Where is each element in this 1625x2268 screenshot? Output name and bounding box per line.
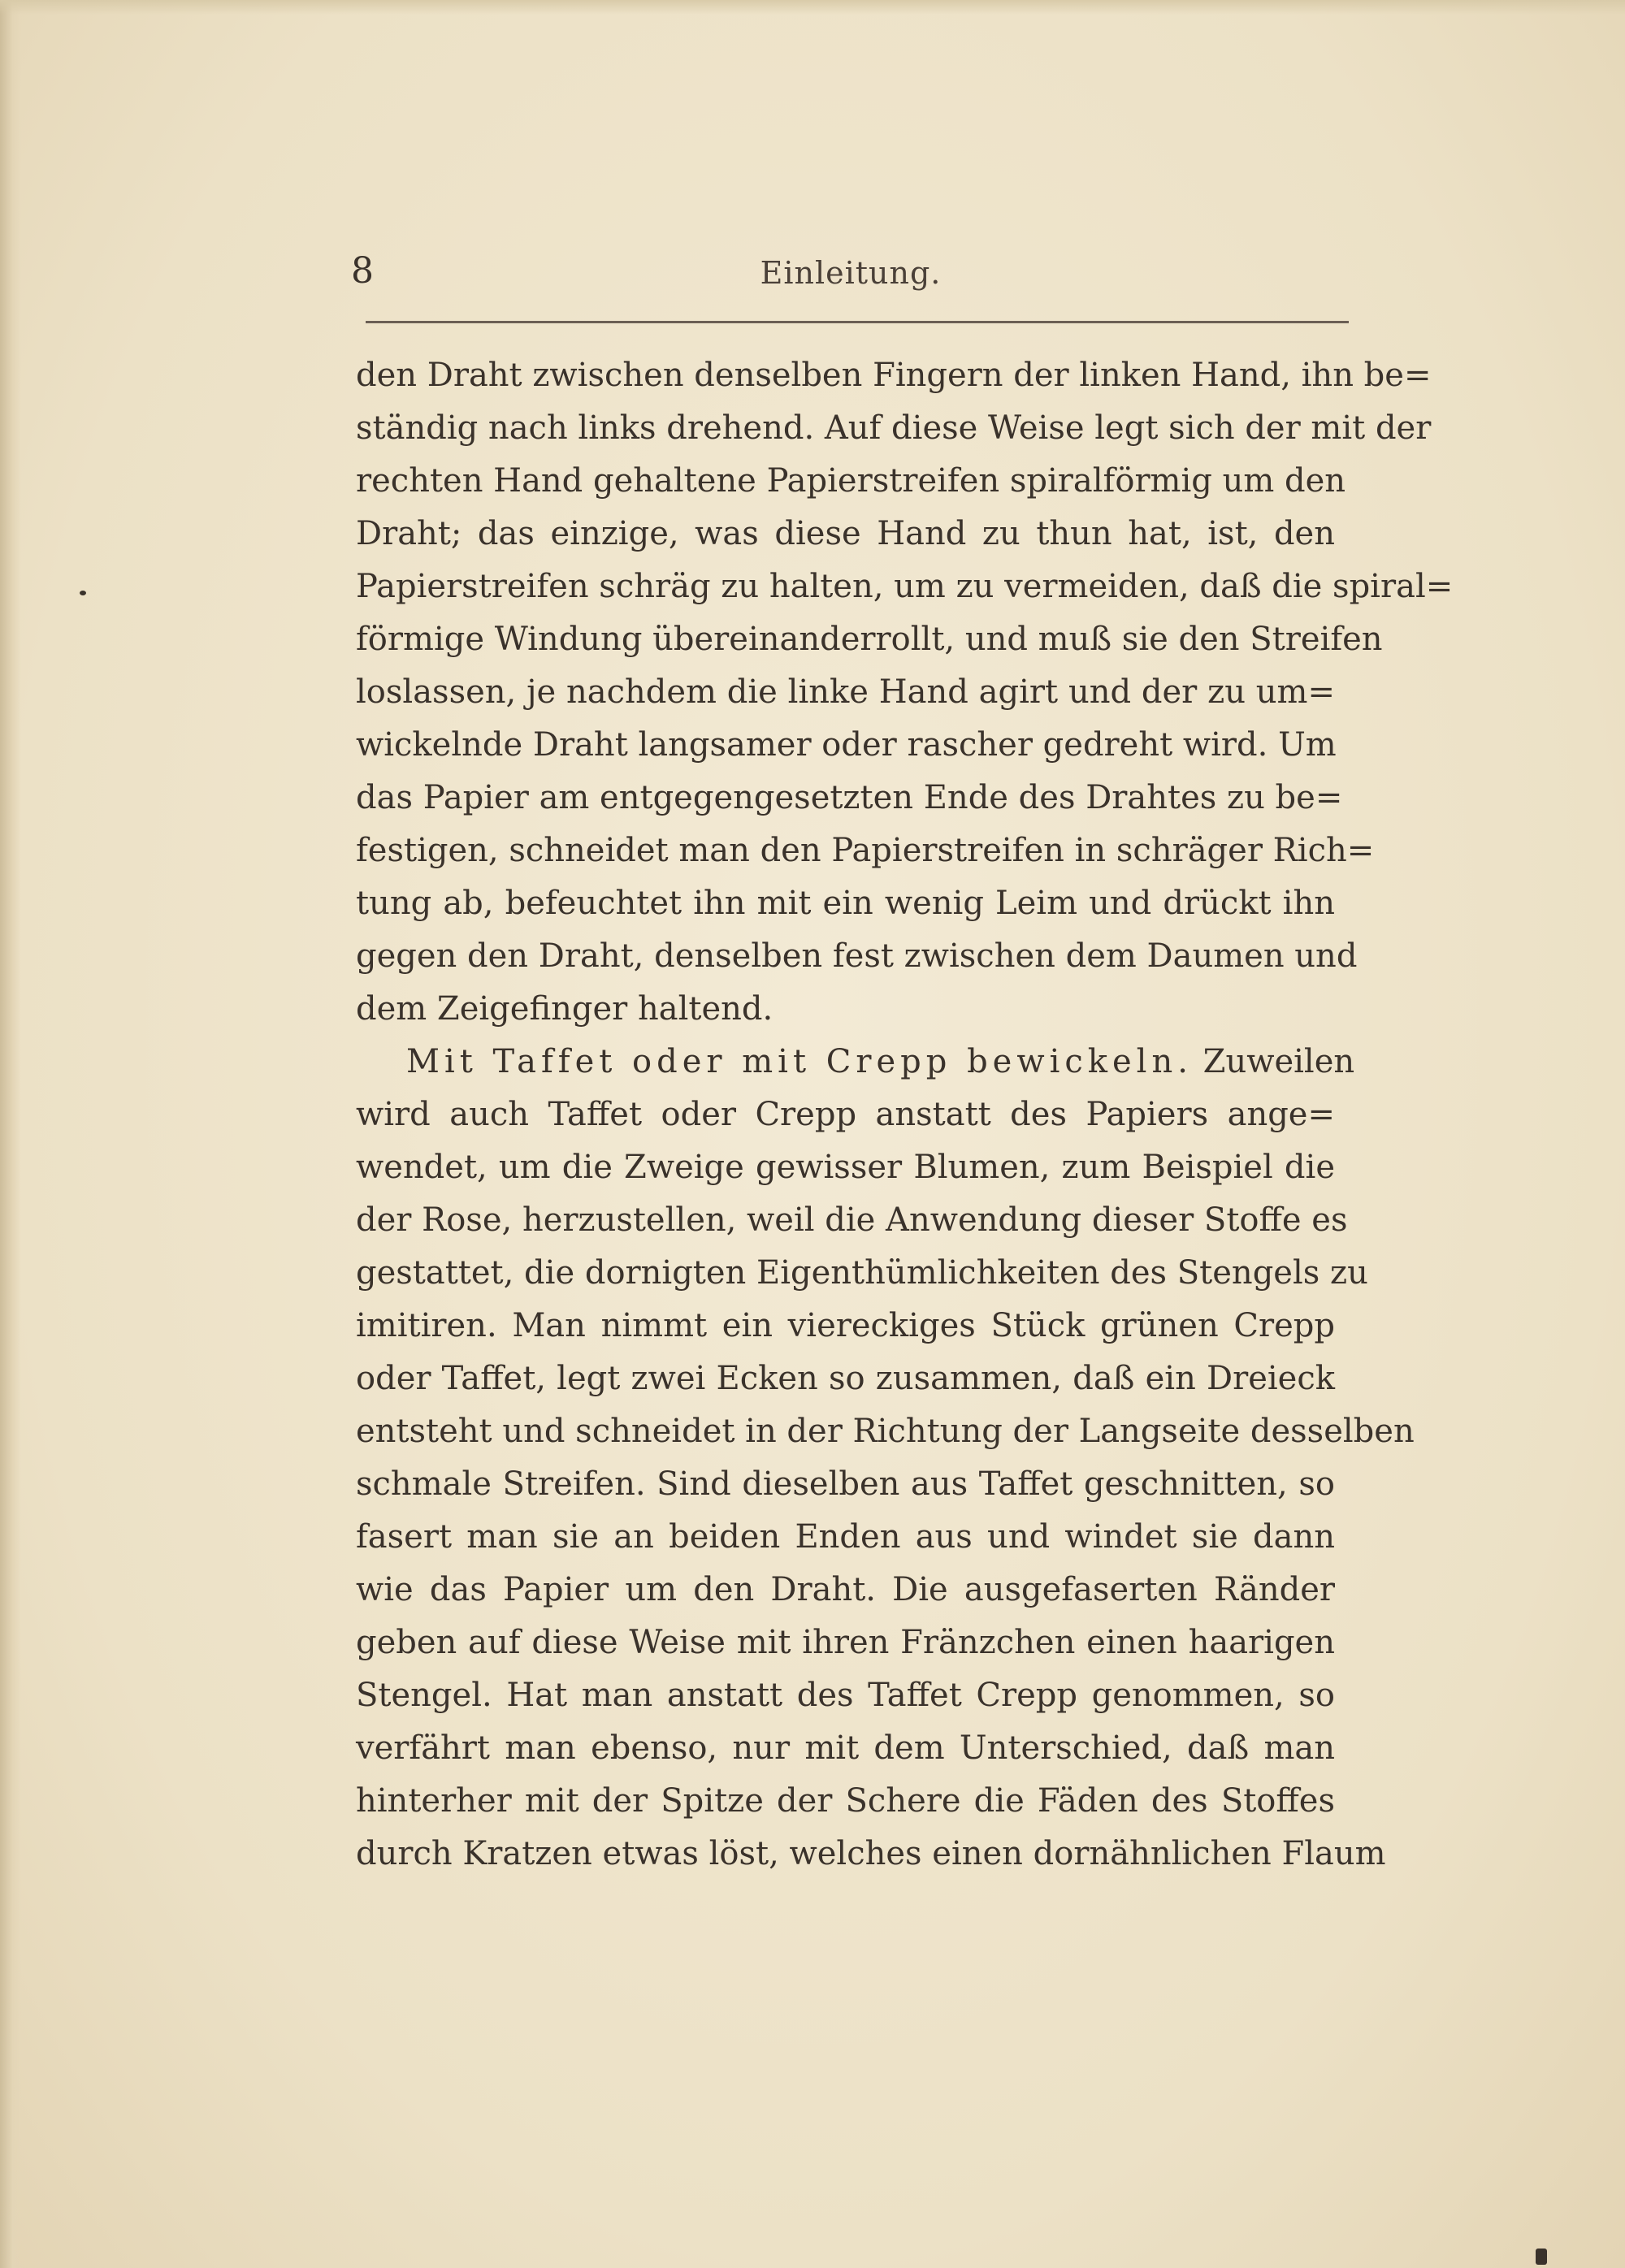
text-line: geben auf diese Weise mit ihren Fränzchen einen haarigen bbox=[356, 1624, 1335, 1661]
text-line: wie das Papier um den Draht. Die ausgefaserten Ränder bbox=[356, 1571, 1335, 1608]
header-rule bbox=[366, 321, 1349, 323]
text-line: förmige Windung übereinanderrollt, und muß sie den Streifen bbox=[356, 621, 1383, 658]
heading-line-rest: Zuweilen bbox=[1202, 1043, 1355, 1080]
text-line: Stengel. Hat man anstatt des Taffet Crepp genommen, so bbox=[356, 1677, 1335, 1714]
text-line: das Papier am entgegengesetzten Ende des Drahtes zu be= bbox=[356, 779, 1343, 816]
page-left-edge bbox=[0, 0, 21, 2268]
text-line: durch Kratzen etwas löst, welches einen dornähnlichen Flaum bbox=[356, 1835, 1386, 1872]
text-line: wird auch Taffet oder Crepp anstatt des Papiers ange= bbox=[356, 1096, 1335, 1133]
text-line: den Draht zwischen denselben Fingern der linken Hand, ihn be= bbox=[356, 357, 1432, 394]
body-text bbox=[356, 349, 1454, 1881]
text-line: der Rose, herzustellen, weil die Anwendung dieser Stoffe es bbox=[356, 1201, 1348, 1239]
text-line: wendet, um die Zweige gewisser Blumen, zum Beispiel die bbox=[356, 1149, 1335, 1186]
text-line: Papierstreifen schräg zu halten, um zu vermeiden, daß die spiral= bbox=[356, 568, 1454, 605]
page-header bbox=[351, 244, 1350, 309]
text-line: oder Taffet, legt zwei Ecken so zusammen, daß ein Dreieck bbox=[356, 1360, 1335, 1397]
text-line: ständig nach links drehend. Auf diese Weise legt sich der mit der bbox=[356, 409, 1432, 447]
text-line-heading bbox=[356, 1036, 1355, 1089]
text-line: wickelnde Draht langsamer oder rascher gedreht wird. Um bbox=[356, 726, 1337, 764]
page-number: 8 bbox=[351, 250, 374, 292]
ink-speck bbox=[80, 591, 86, 595]
paragraph-1 bbox=[356, 349, 1454, 1036]
text-line: festigen, schneidet man den Papierstreifen in schräger Rich= bbox=[356, 832, 1375, 869]
page-top-edge bbox=[0, 0, 1625, 15]
text-line: loslassen, je nachdem die linke Hand agirt und der zu um= bbox=[356, 673, 1335, 711]
text-line: Draht; das einzige, was diese Hand zu thun hat, ist, den bbox=[356, 515, 1335, 552]
text-line: schmale Streifen. Sind dieselben aus Taffet geschnitten, so bbox=[356, 1465, 1335, 1503]
text-line: fasert man sie an beiden Enden aus und windet sie dann bbox=[356, 1518, 1335, 1556]
text-line: gegen den Draht, denselben fest zwischen dem Daumen und bbox=[356, 937, 1358, 975]
text-line: gestattet, die dornigten Eigenthümlichkeiten des Stengels zu bbox=[356, 1254, 1368, 1292]
paragraph-2 bbox=[356, 1036, 1415, 1881]
text-line: imitiren. Man nimmt ein viereckiges Stück grünen Crepp bbox=[356, 1307, 1335, 1344]
text-line: dem Zeigefinger haltend. bbox=[356, 990, 774, 1028]
text-line: verfährt man ebenso, nur mit dem Unterschied, daß man bbox=[356, 1729, 1335, 1767]
running-head: Einleitung. bbox=[760, 255, 942, 291]
ink-speck bbox=[1536, 2249, 1547, 2265]
section-heading: Mit Taffet oder mit Crepp bewickeln. bbox=[406, 1043, 1193, 1080]
text-line: tung ab, befeuchtet ihn mit ein wenig Leim und drückt ihn bbox=[356, 885, 1335, 922]
text-line: rechten Hand gehaltene Papierstreifen spiralförmig um den bbox=[356, 462, 1346, 500]
text-line: entsteht und schneidet in der Richtung der Langseite desselben bbox=[356, 1413, 1415, 1450]
text-line: hinterher mit der Spitze der Schere die Fäden des Stoffes bbox=[356, 1782, 1335, 1820]
